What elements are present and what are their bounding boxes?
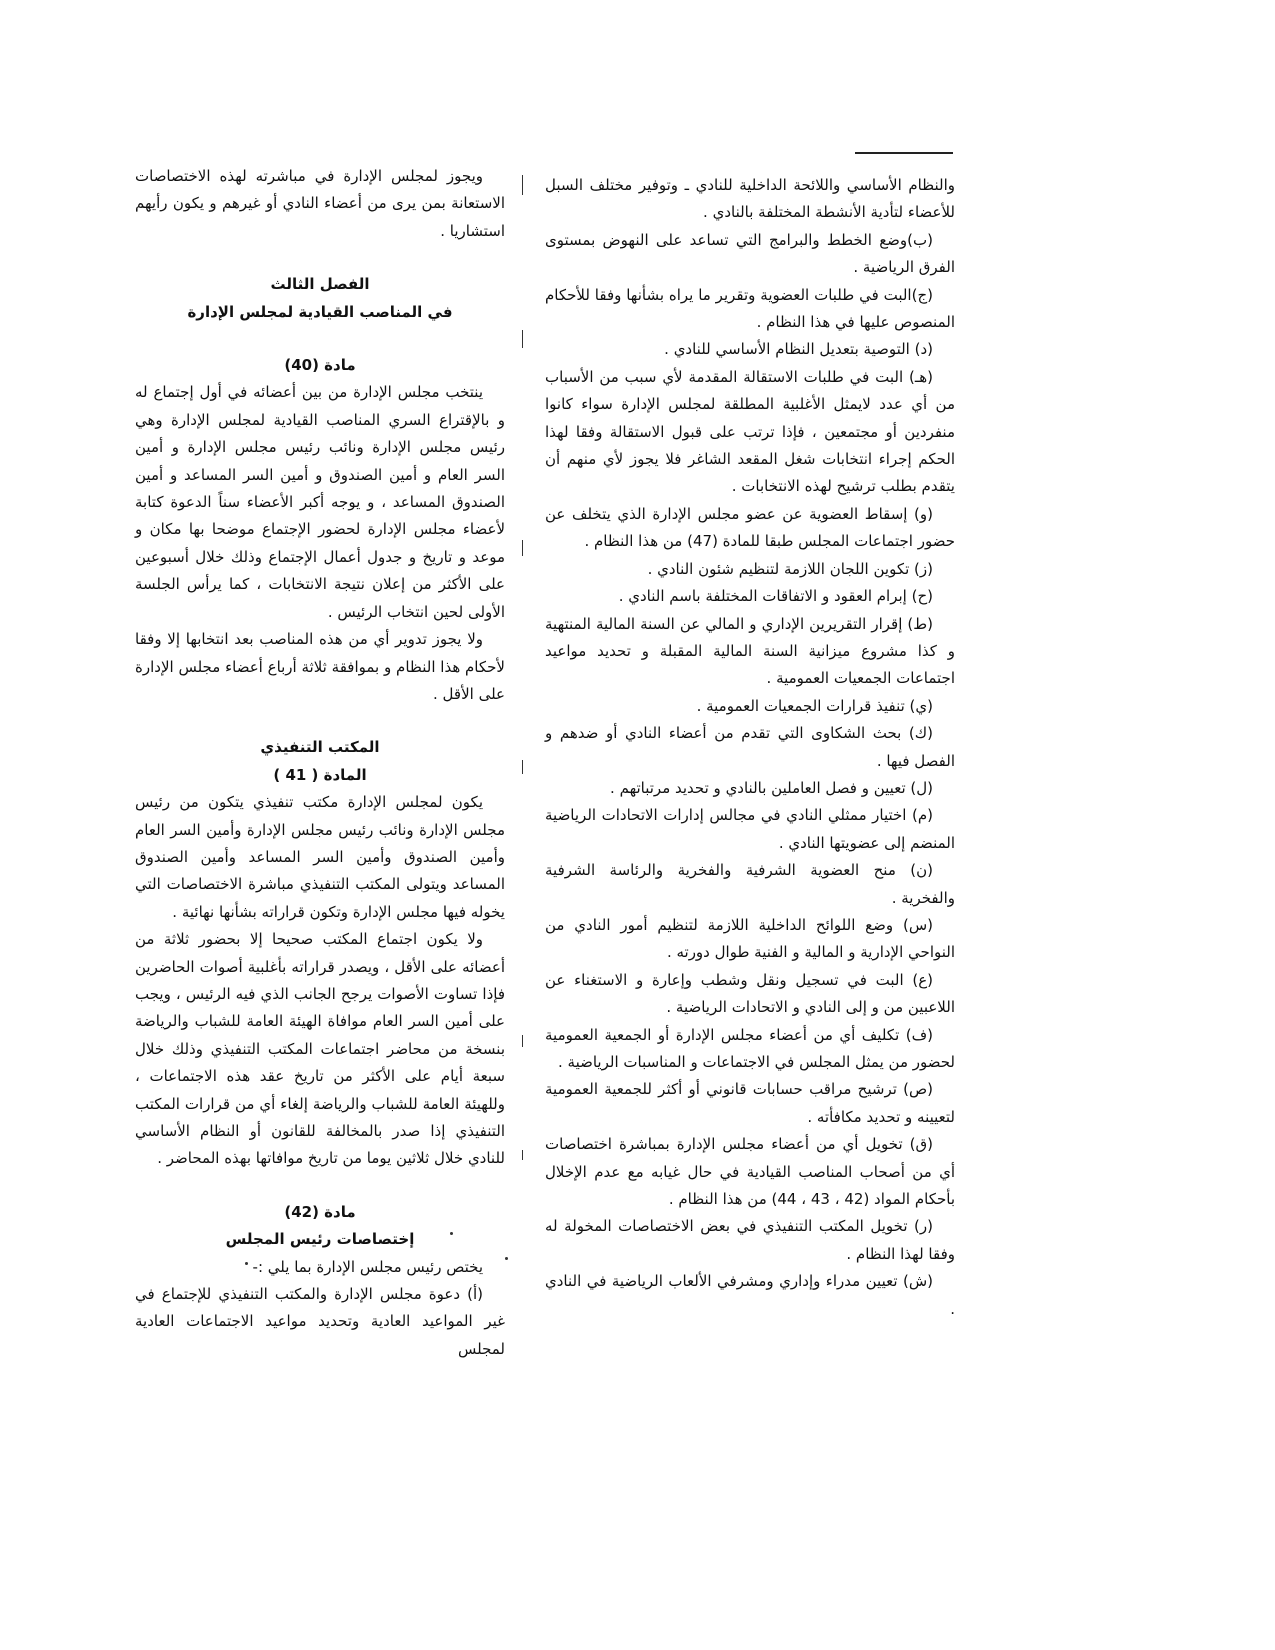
spacer	[135, 326, 505, 352]
article-41-heading: المكتب التنفيذي	[260, 738, 380, 757]
list-item: (ر) تخويل المكتب التنفيذي في بعض الاختصاصات المخولة له وفقا لهذا النظام .	[545, 1217, 955, 1263]
list-item: والنظام الأساسي واللائحة الداخلية للنادي ـ وتوفير مختلف السبل للأعضاء لتأدية الأنشطة المختلفة بالنادي .	[545, 176, 955, 222]
list-item: (م) اختيار ممثلي النادي في مجالس إدارات الاتحادات الرياضية المنضم إلى عضويتها النادي .	[545, 806, 955, 852]
list-item: (و) إسقاط العضوية عن عضو مجلس الإدارة الذي يتخلف عن حضور اجتماعات المجلس طبقا للمادة (47) من هذا النظام .	[545, 504, 955, 551]
column-divider	[522, 330, 523, 348]
scan-speck	[450, 1232, 453, 1235]
list-item: (ط) إقرار التقريرين الإداري و المالي عن السنة المالية المنتهية و كذا مشروع ميزانية السنة المالية المقبلة و تحديد مواعيد اجتماعات الجمعيات العمومية .	[545, 614, 955, 688]
list-item: (ن) منح العضوية الشرفية والفخرية والرئاسة الشرفية والفخرية .	[545, 861, 955, 907]
list-item: (ص) ترشيح مراقب حسابات قانوني أو أكثر للجمعية العمومية لتعيينه و تحديد مكافأته .	[545, 1080, 955, 1126]
left-column	[135, 163, 505, 1363]
article-40-title: مادة (40)	[284, 356, 356, 375]
list-item: (ل) تعيين و فصل العاملين بالنادي و تحديد مرتباتهم .	[610, 778, 933, 797]
column-divider	[522, 1150, 523, 1160]
article-40-paragraph-2: ولا يجوز تدوير أي من هذه المناصب بعد انتخابها إلا وفقا لأحكام هذا النظام و بموافقة ثلاثة أرباع أعضاء مجلس الإدارة على الأقل .	[135, 630, 505, 703]
article-42-heading: إختصاصات رئيس المجلس	[225, 1230, 415, 1249]
article-41-paragraph-2: ولا يكون اجتماع المكتب صحيحا إلا بحضور ثلاثة من أعضائه على الأقل ، ويصدر قراراته بأغلبية أصوات الحاضرين فإذا تساوت الأصوات يرجح الجانب الذي فيه الرئيس ، ويجب على أمين السر العام موافاة الهيئة العامة للشباب والرياضة بنسخة من محاضر اجتماعات المكتب التنفيذي وذلك خلال سبعة أيام على الأكثر من تاريخ عقد هذه الاجتماعات ، وللهيئة العامة للشباب والرياضة إلغاء أي من قرارات المكتب التنفيذي إذا صدر بالمخالفة للقانون أو النظام الأساسي للنادي خلال ثلاثين يوما من تاريخ موافاتها بهذه المحاضر .	[135, 930, 505, 1168]
spacer	[135, 1173, 505, 1199]
column-divider	[522, 175, 523, 195]
list-item: (ز) تكوين اللجان اللازمة لتنظيم شئون النادي .	[647, 559, 933, 578]
list-item: (ج)البت في طلبات العضوية وتقرير ما يراه بشأنها وفقا للأحكام المنصوص عليها في هذا النظام .	[545, 285, 955, 332]
spacer	[135, 708, 505, 734]
list-item: (ح) إبرام العقود و الاتفاقات المختلفة باسم النادي .	[618, 587, 933, 606]
top-rule	[855, 152, 953, 154]
list-item: (هـ) البت في طلبات الاستقالة المقدمة لأي سبب من الأسباب من أي عدد لايمثل الأغلبية المطلقة لمجلس الإدارة سواء كانوا منفردين أو مجتمعين ، فإذا ترتب على قبول الاستقالة وفقا لهذا الحكم إجراء انتخابات شغل المقعد الشاغر فلا يجوز لأي منهم أن يتقدم بطلب ترشيح لهذه الانتخابات .	[545, 367, 955, 496]
article-40-paragraph-1: ينتخب مجلس الإدارة من بين أعضائه في أول إجتماع له و بالإقتراع السري المناصب القيادية لمجلس الإدارة وهي رئيس مجلس الإدارة ونائب رئيس مجلس الإدارة و أمين السر العام و أمين الصندوق و أمين السر المساعد و أمين الصندوق المساعد ، و يوجه أكبر الأعضاء سناً الدعوة كتابة لأعضاء مجلس الإدارة لحضور الإجتماع موضحا بها مكان و موعد و تاريخ و جدول أعمال الإجتماع وذلك خلال أسبوعين على الأكثر من إعلان نتيجة الانتخابات ، كما يرأس الجلسة الأولى لحين انتخاب الرئيس .	[135, 383, 505, 621]
chapter-subtitle: في المناصب القيادية لمجلس الإدارة	[187, 302, 453, 321]
column-divider	[522, 760, 523, 774]
list-item: (س) وضع اللوائح الداخلية اللازمة لتنظيم أمور النادي من النواحي الإدارية و المالية و الفنية طوال دورته .	[545, 915, 955, 962]
column-divider	[522, 540, 523, 556]
list-item: (ف) تكليف أي من أعضاء مجلس الإدارة أو الجمعية العمومية لحضور من يمثل المجلس في الاجتماعات و المناسبات الرياضية .	[545, 1025, 955, 1071]
article-42-intro: يختص رئيس مجلس الإدارة بما يلي :-	[252, 1257, 483, 1276]
scan-speck	[245, 1262, 248, 1265]
list-item: (ع) البت في تسجيل ونقل وشطب وإعارة و الاستغناء عن اللاعبين من و إلى النادي و الاتحادات الرياضية .	[545, 970, 955, 1017]
right-column	[545, 172, 955, 1323]
scan-speck	[505, 1257, 508, 1260]
list-item: (ق) تخويل أي من أعضاء مجلس الإدارة بمباشرة اختصاصات أي من أصحاب المناصب القيادية في حال غيابه مع عدم الإخلال بأحكام المواد (42 ، 43 ، 44) من هذا النظام .	[545, 1135, 955, 1209]
article-41-title: المادة ( 41 )	[273, 765, 367, 784]
column-divider	[522, 1035, 523, 1047]
list-item: (ك) بحث الشكاوى التي تقدم من أعضاء النادي أو ضدهم و الفصل فيها .	[545, 724, 955, 770]
list-item: (ش) تعيين مدراء وإداري ومشرفي الألعاب الرياضية في النادي .	[545, 1272, 955, 1318]
list-item: (د) التوصية بتعديل النظام الأساسي للنادي .	[664, 340, 933, 359]
spacer	[135, 245, 505, 271]
article-42-title: مادة (42)	[284, 1202, 356, 1221]
chapter-title: الفصل الثالث	[270, 275, 370, 294]
article-42-item-a: (أ) دعوة مجلس الإدارة والمكتب التنفيذي للإجتماع في غير المواعيد العادية وتحديد مواعيد الاجتماعات العادية لمجلس	[135, 1285, 505, 1358]
list-item: (ي) تنفيذ قرارات الجمعيات العمومية .	[696, 696, 933, 715]
intro-paragraph: ويجوز لمجلس الإدارة في مباشرته لهذه الاختصاصات الاستعانة بمن يرى من أعضاء النادي أو غيرهم و يكون رأيهم استشاريا .	[135, 167, 505, 240]
article-41-paragraph-1: يكون لمجلس الإدارة مكتب تنفيذي يتكون من رئيس مجلس الإدارة ونائب رئيس مجلس الإدارة وأمين السر العام وأمين الصندوق وأمين السر المساعد وأمين الصندوق المساعد ويتولى المكتب التنفيذي مباشرة الاختصاصات التي يخوله فيها مجلس الإدارة وتكون قراراته بشأنها نهائية .	[135, 793, 505, 921]
list-item: (ب)وضع الخطط والبرامج التي تساعد على النهوض بمستوى الفرق الرياضية .	[545, 230, 955, 277]
